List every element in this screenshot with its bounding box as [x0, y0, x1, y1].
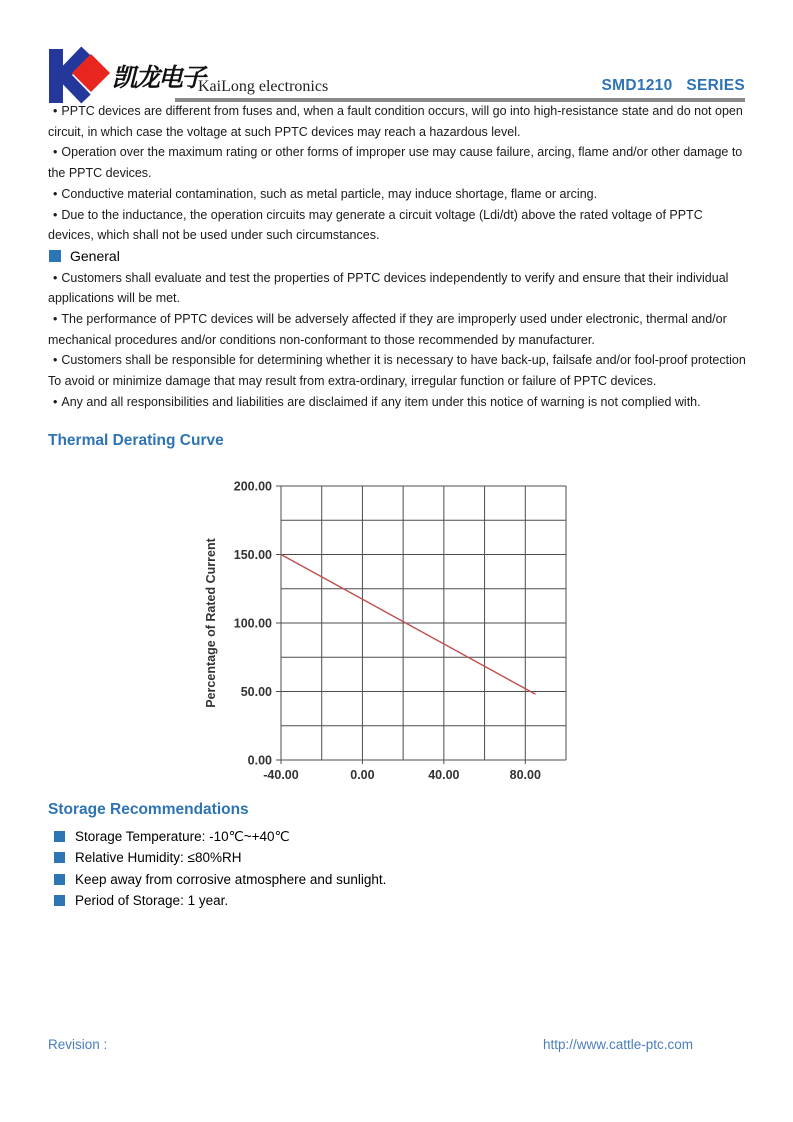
notice-text: Any and all responsibilities and liabilities are disclaimed if any item under this notice of warning is not complied with. [61, 394, 701, 409]
kailong-logo-icon [46, 46, 116, 108]
thermal-derating-heading: Thermal Derating Curve [48, 432, 224, 449]
notice-text: Customers shall be responsible for determining whether it is necessary to have back-up, failsafe and/or fool-proof protection To avoid or minimize damage that may result from extra-ordinary, irregular function or failure of PPTC devices. [48, 353, 746, 389]
notice-text: Customers shall evaluate and test the properties of PPTC devices independently to verify and ensure that their individual applications will be met. [48, 270, 729, 306]
square-bullet-icon [54, 895, 65, 906]
storage-section [48, 801, 568, 911]
storage-heading: Storage Recommendations [48, 801, 249, 818]
bullet-icon: • [53, 104, 58, 118]
svg-text:150.00: 150.00 [233, 548, 272, 562]
notice-text: Conductive material contamination, such as metal particle, may induce shortage, flame or arcing. [61, 186, 598, 201]
series-title: SMD1210 SERIES [601, 77, 745, 94]
svg-text:200.00: 200.00 [233, 479, 272, 494]
storage-item-text: Relative Humidity: ≤80%RH [75, 850, 242, 866]
notice-section [48, 101, 748, 413]
svg-text:-40.00: -40.00 [263, 768, 299, 782]
notice-text: The performance of PPTC devices will be adversely affected if they are improperly used under electronic, thermal and/or mechanical procedures and/or conditions non-conformant to those recommended by manufacturer. [48, 312, 727, 347]
notice-item [48, 101, 748, 142]
storage-item [48, 826, 568, 847]
bullet-icon: • [53, 394, 58, 409]
general-heading [48, 246, 748, 268]
bullet-icon: • [53, 145, 58, 160]
bullet-icon: • [53, 270, 58, 285]
square-bullet-icon [54, 874, 65, 885]
storage-item-text: Period of Storage: 1 year. [75, 892, 229, 908]
svg-text:100.00: 100.00 [233, 616, 272, 631]
revision-label: Revision : [48, 1037, 108, 1052]
thermal-derating-chart [193, 468, 613, 798]
notice-item [48, 142, 748, 183]
square-bullet-icon [54, 831, 65, 842]
square-bullet-icon [54, 852, 65, 863]
storage-item [48, 890, 568, 911]
notice-item [48, 309, 748, 350]
bullet-icon: • [53, 312, 58, 327]
storage-item-text: Storage Temperature: -10℃~+40℃ [75, 829, 290, 844]
bullet-icon: • [53, 353, 58, 368]
company-name-chinese: 凯龙电子 [112, 64, 205, 92]
bullet-icon: • [53, 207, 58, 222]
svg-text:50.00: 50.00 [240, 685, 272, 699]
chart-svg [193, 468, 613, 798]
storage-item [48, 847, 568, 868]
notice-item [48, 184, 748, 205]
notice-item [48, 392, 748, 413]
notice-text: Due to the inductance, the operation circuits may generate a circuit voltage (Ldi/dt) above the rated voltage of PPTC devices, which shall not be used under such circumstances. [48, 207, 703, 243]
svg-text:80.00: 80.00 [509, 768, 541, 782]
notice-item [48, 268, 748, 309]
website-link[interactable]: http://www.cattle-ptc.com [543, 1037, 694, 1052]
square-bullet-icon [49, 250, 61, 262]
notice-text: PPTC devices are different from fuses and, when a fault condition occurs, will go into high-resistance state and do not open circuit, in which case the voltage at such PPTC devices may reach a hazardous level. [48, 104, 743, 139]
svg-text:40.00: 40.00 [428, 768, 460, 782]
svg-text:0.00: 0.00 [350, 768, 375, 782]
notice-text: Operation over the maximum rating or other forms of improper use may cause failure, arcing, flame and/or other damage to the PPTC devices. [48, 145, 743, 181]
notice-item [48, 205, 748, 246]
svg-text:Percentage of Rated Current: Percentage of Rated Current [204, 538, 218, 708]
storage-item-text: Keep away from corrosive atmosphere and sunlight. [75, 871, 387, 887]
storage-item [48, 869, 568, 890]
svg-text:0.00: 0.00 [247, 753, 272, 768]
general-heading-label: General [70, 247, 120, 264]
notice-item [48, 350, 748, 391]
bullet-icon: • [53, 186, 58, 201]
company-name-english: KaiLong electronics [198, 78, 329, 95]
